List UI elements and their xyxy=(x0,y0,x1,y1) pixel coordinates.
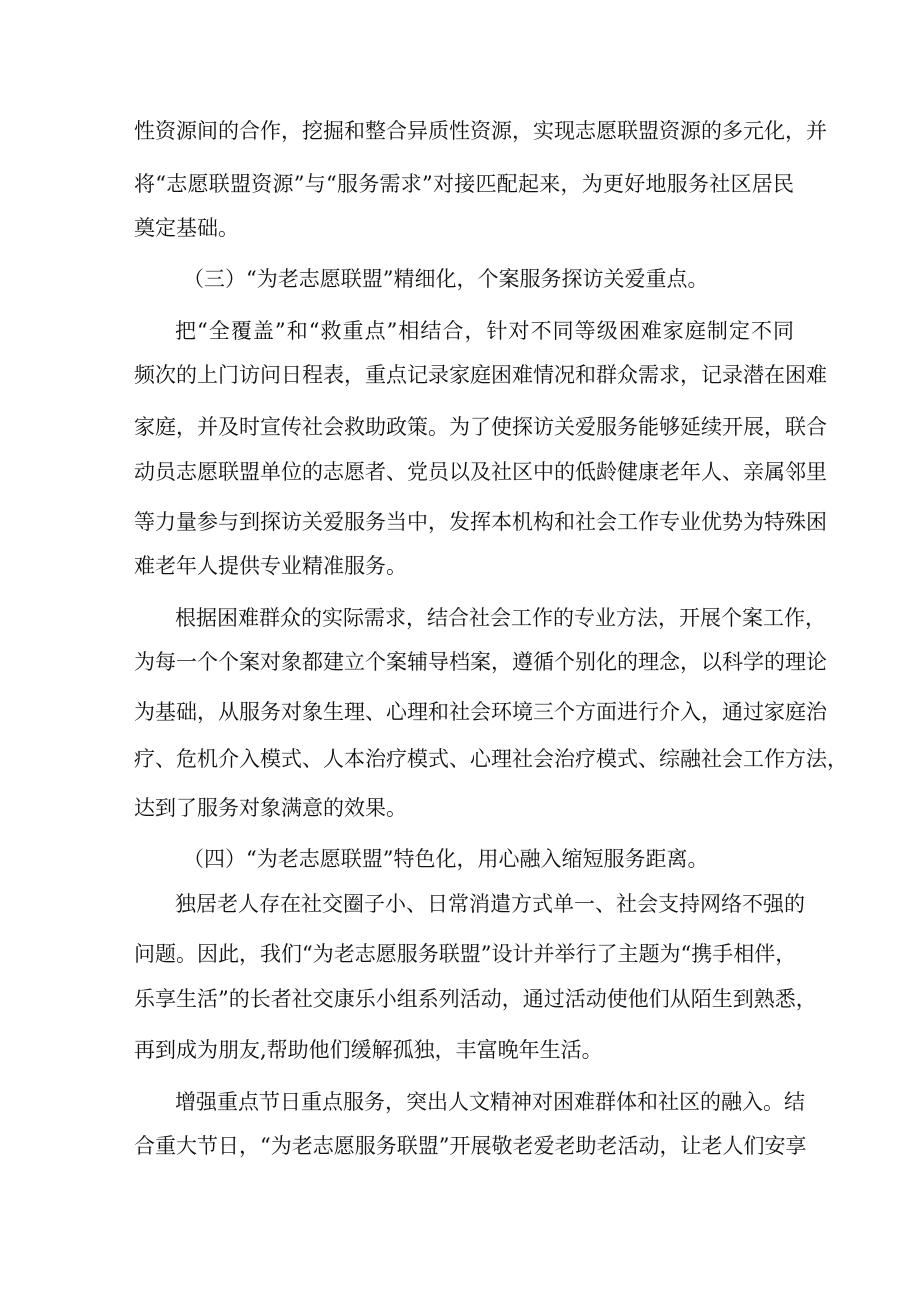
text-line: 动员志愿联盟单位的志愿者、党员以及社区中的低龄健康老年人、亲属邻里 xyxy=(134,460,827,484)
text-line: 根据困难群众的实际需求，结合社会工作的专业方法，开展个案工作， xyxy=(175,606,826,630)
text-line: 等力量参与到探访关爱服务当中，发挥本机构和社会工作专业优势为特殊困 xyxy=(134,510,827,534)
text-line: 家庭，并及时宣传社会救助政策。为了使探访关爱服务能够延续开展，联合 xyxy=(134,415,827,439)
text-line: 为基础，从服务对象生理、心理和社会环境三个方面进行介入，通过家庭治 xyxy=(134,700,827,724)
text-line: 难老年人提供专业精准服务。 xyxy=(134,554,407,578)
text-line: 达到了服务对象满意的效果。 xyxy=(134,796,407,820)
text-line: 为每一个个案对象都建立个案辅导档案，遵循个别化的理念，以科学的理论 xyxy=(134,650,827,674)
text-line: 频次的上门访问日程表，重点记录家庭困难情况和群众需求，记录潜在困难 xyxy=(134,363,827,387)
text-line: 性资源间的合作，挖掘和整合异质性资源，实现志愿联盟资源的多元化，并 xyxy=(134,119,827,143)
text-line: 问题。因此，我们“为老志愿服务联盟”设计并举行了主题为“携手相伴， xyxy=(134,942,797,966)
text-line: 独居老人存在社交圈子小、日常消遣方式单一、社会支持网络不强的 xyxy=(175,892,805,916)
text-line: 疗、危机介入模式、人本治疗模式、心理社会治疗模式、综融社会工作方法， xyxy=(134,747,848,771)
text-line: 合重大节日，“为老志愿服务联盟”开展敬老爱老助老活动，让老人们安享 xyxy=(134,1134,807,1158)
text-line: 将“志愿联盟资源”与“服务需求”对接匹配起来，为更好地服务社区居民 xyxy=(134,172,794,196)
text-line: 再到成为朋友,帮助他们缓解孤独，丰富晚年生活。 xyxy=(134,1038,603,1062)
section-heading-3: （三）“为老志愿联盟”精细化，个案服务探访关爱重点。 xyxy=(183,267,709,291)
text-line: 把“全覆盖”和“救重点”相结合，针对不同等级困难家庭制定不同 xyxy=(175,319,794,343)
text-line: 奠定基础。 xyxy=(134,216,239,240)
text-line: 增强重点节日重点服务，突出人文精神对困难群体和社区的融入。结 xyxy=(175,1090,805,1114)
text-line: 乐享生活”的长者社交康乐小组系列活动，通过活动使他们从陌生到熟悉， xyxy=(134,987,817,1011)
section-heading-4: （四）“为老志愿联盟”特色化，用心融入缩短服务距离。 xyxy=(183,847,709,871)
